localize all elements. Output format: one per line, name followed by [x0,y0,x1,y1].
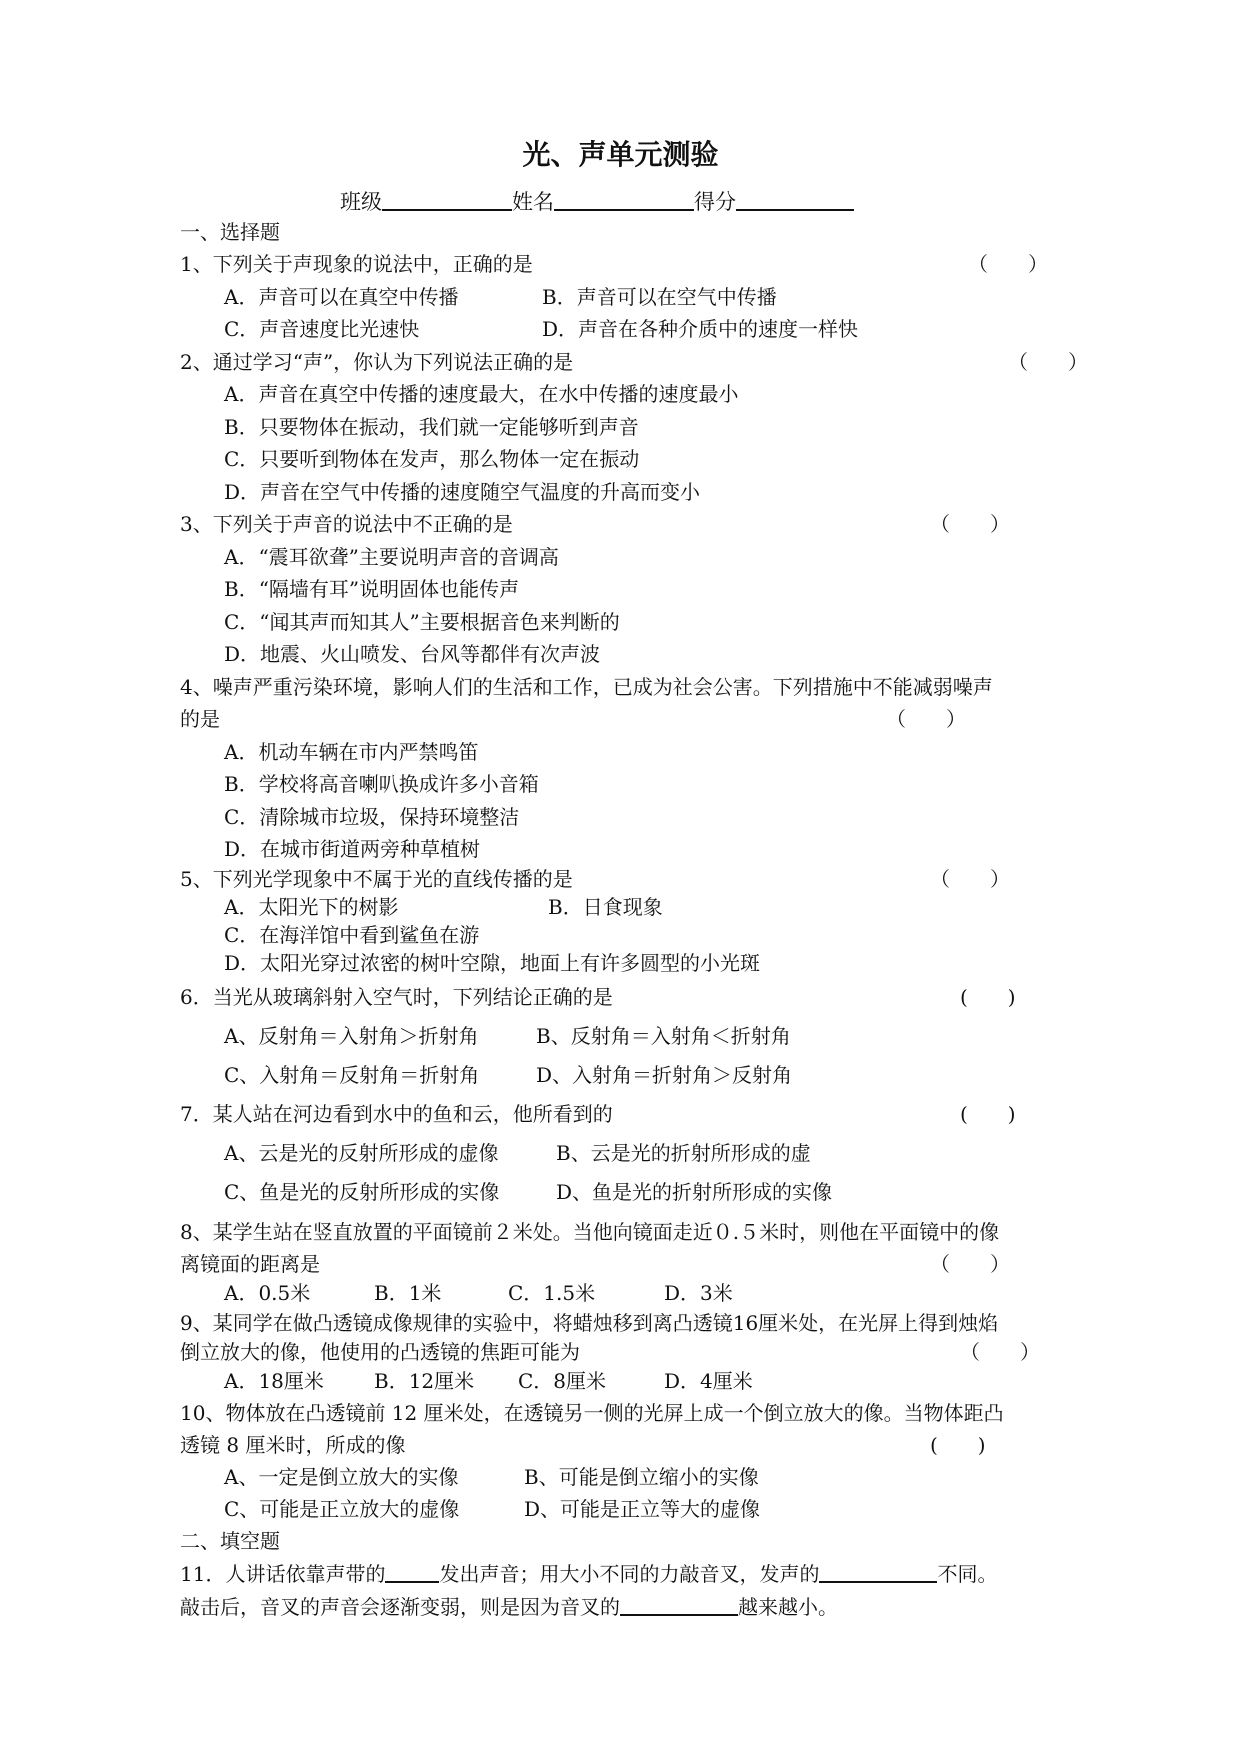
q10-option-a: A、一定是倒立放大的实像 [224,1465,459,1489]
q3-option-a: A．“震耳欲聋”主要说明声音的音调高 [224,545,559,569]
q5-option-b: B．日食现象 [548,895,663,919]
q6-stem: 6．当光从玻璃斜射入空气时，下列结论正确的是 [180,985,613,1009]
q1-option-b: B．声音可以在空气中传播 [542,285,777,309]
q4-option-a: A．机动车辆在市内严禁鸣笛 [224,740,479,764]
q11-blank-1[interactable] [385,1561,439,1583]
q5-option-a: A．太阳光下的树影 [224,895,399,919]
score-blank[interactable] [736,187,854,211]
q9-option-b: B．12厘米 [374,1369,475,1393]
q11-line1 [180,1561,997,1587]
q6-answer-paren[interactable]: ( ) [960,985,1016,1009]
q9-stem-line1: 9、某同学在做凸透镜成像规律的实验中，将蜡烛移到离凸透镜16厘米处，在光屏上得到烛焰 [180,1311,999,1335]
q11-text-4: 敲击后，音叉的声音会逐渐变弱，则是因为音叉的 [180,1595,620,1619]
q5-option-d: D．太阳光穿过浓密的树叶空隙，地面上有许多圆型的小光斑 [224,951,761,975]
q10-option-b: B、可能是倒立缩小的实像 [524,1465,759,1489]
q9-option-d: D．4厘米 [664,1369,753,1393]
q5-stem: 5、下列光学现象中不属于光的直线传播的是 [180,867,573,891]
q10-option-c: C、可能是正立放大的虚像 [224,1497,460,1521]
q3-answer-paren[interactable]: （ ） [930,512,1010,536]
q8-option-a: A．0.5米 [224,1281,311,1305]
q2-answer-paren[interactable]: （ ） [1008,350,1088,374]
page-title: 光、声单元测验 [522,138,719,171]
q1-answer-paren[interactable]: （ ） [968,252,1048,276]
q7-option-c: C、鱼是光的反射所形成的实像 [224,1180,500,1204]
q11-line2 [180,1594,838,1620]
q1-option-a: A．声音可以在真空中传播 [224,285,459,309]
q11-text-5: 越来越小。 [738,1595,838,1619]
q3-option-c: C．“闻其声而知其人”主要根据音色来判断的 [224,610,620,634]
q8-option-b: B．1米 [374,1281,442,1305]
name-label: 姓名 [512,190,554,214]
q3-option-b: B．“隔墙有耳”说明固体也能传声 [224,577,520,601]
score-label: 得分 [694,190,736,214]
class-label: 班级 [340,190,382,214]
q1-option-c: C．声音速度比光速快 [224,317,420,341]
q11-text-1: 11．人讲话依靠声带的 [180,1562,386,1586]
q2-option-d: D．声音在空气中传播的速度随空气温度的升高而变小 [224,480,701,504]
q3-option-d: D．地震、火山喷发、台风等都伴有次声波 [224,642,601,666]
q2-option-c: C．只要听到物体在发声，那么物体一定在振动 [224,447,640,471]
q1-stem: 1、下列关于声现象的说法中，正确的是 [180,252,533,276]
class-blank[interactable] [382,187,512,211]
name-blank[interactable] [554,187,694,211]
q9-answer-paren[interactable]: （ ） [960,1340,1040,1364]
q9-stem-line2: 倒立放大的像，他使用的凸透镜的焦距可能为 [180,1340,580,1364]
q8-option-c: C．1.5米 [508,1281,596,1305]
q10-answer-paren[interactable]: ( ) [930,1433,986,1457]
q7-answer-paren[interactable]: ( ) [960,1102,1016,1126]
q7-option-d: D、鱼是光的折射所形成的实像 [556,1180,833,1204]
q4-stem-line2: 的是 [180,707,220,731]
q10-stem-line2: 透镜 8 厘米时，所成的像 [180,1433,406,1457]
q8-stem-line1: 8、某学生站在竖直放置的平面镜前２米处。当他向镜面走近０.５米时，则他在平面镜中的像 [180,1220,1000,1244]
q4-stem-line1: 4、噪声严重污染环境，影响人们的生活和工作，已成为社会公害。下列措施中不能减弱噪声 [180,675,993,699]
q6-option-b: B、反射角＝入射角＜折射角 [536,1024,791,1048]
student-info-line [340,186,854,216]
q4-option-b: B．学校将高音喇叭换成许多小音箱 [224,772,539,796]
q1-option-d: D．声音在各种介质中的速度一样快 [542,317,859,341]
q3-stem: 3、下列关于声音的说法中不正确的是 [180,512,513,536]
q9-option-c: C．8厘米 [518,1369,607,1393]
q11-text-3: 不同。 [937,1562,998,1586]
q7-option-b: B、云是光的折射所形成的虚 [556,1141,811,1165]
q4-option-c: C．清除城市垃圾，保持环境整洁 [224,805,520,829]
q8-answer-paren[interactable]: （ ） [930,1252,1010,1276]
q8-stem-line2: 离镜面的距离是 [180,1252,320,1276]
q11-blank-2[interactable] [819,1561,937,1583]
q10-option-d: D、可能是正立等大的虚像 [524,1497,761,1521]
q4-option-d: D．在城市街道两旁种草植树 [224,837,481,861]
section-heading-fill: 二、填空题 [180,1529,280,1553]
q7-option-a: A、云是光的反射所形成的虚像 [224,1141,499,1165]
section-heading-choice: 一、选择题 [180,220,280,244]
q2-option-a: A．声音在真空中传播的速度最大，在水中传播的速度最小 [224,382,739,406]
q8-option-d: D．3米 [664,1281,733,1305]
q7-stem: 7．某人站在河边看到水中的鱼和云，他所看到的 [180,1102,613,1126]
q4-answer-paren[interactable]: （ ） [886,707,966,731]
q6-option-a: A、反射角＝入射角＞折射角 [224,1024,479,1048]
q5-answer-paren[interactable]: （ ） [930,867,1010,891]
q10-stem-line1: 10、物体放在凸透镜前 12 厘米处，在透镜另一侧的光屏上成一个倒立放大的像。当物体距凸 [180,1401,1004,1425]
q11-text-2: 发出声音；用大小不同的力敲音叉，发声的 [439,1562,820,1586]
q11-blank-3[interactable] [620,1594,738,1616]
q2-stem: 2、通过学习“声”，你认为下列说法正确的是 [180,350,574,374]
q6-option-d: D、入射角＝折射角＞反射角 [536,1063,793,1087]
q9-option-a: A．18厘米 [224,1369,324,1393]
q5-option-c: C．在海洋馆中看到鲨鱼在游 [224,923,480,947]
q6-option-c: C、入射角＝反射角＝折射角 [224,1063,480,1087]
q2-option-b: B．只要物体在振动，我们就一定能够听到声音 [224,415,639,439]
